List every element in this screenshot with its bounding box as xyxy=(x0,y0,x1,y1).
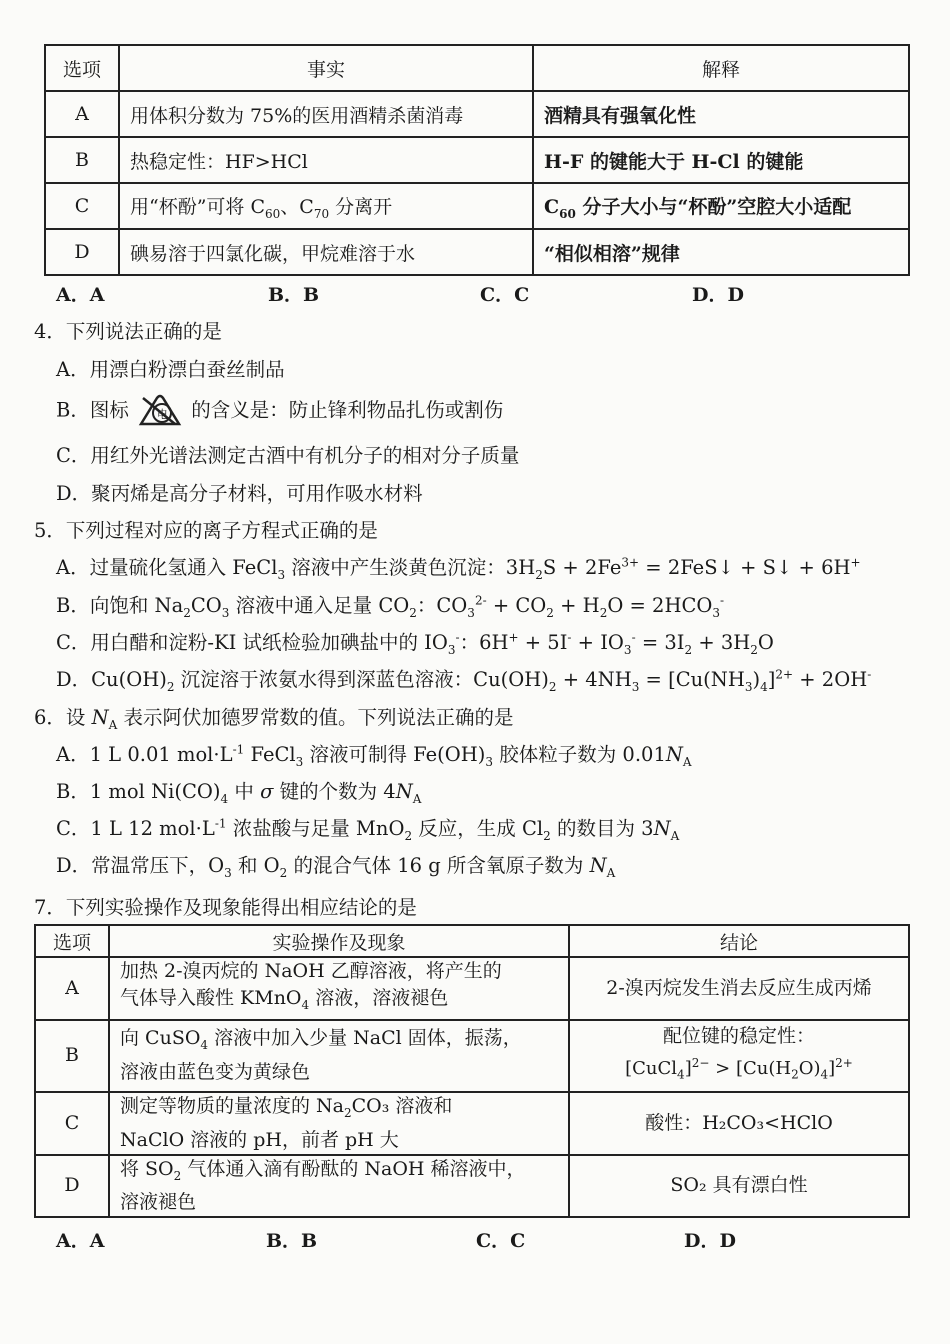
table-row xyxy=(35,957,909,1020)
q6-option-d[interactable]: D．常温常压下，$O_3$ 和 $O_2$ 的混合气体 16 g 所含氧原子数为 $N_A$ xyxy=(56,854,616,880)
q5-option-b[interactable]: B．向饱和 $Na_2CO_3$ 溶液中通入足量 $CO_2$：$CO_3^{2-} + CO_2 + H_2O = 2HCO_3^-$ xyxy=(56,593,725,620)
row-option: A xyxy=(35,957,109,1020)
table-row xyxy=(35,1092,909,1155)
row-conclusion: SO₂ 具有漂白性 xyxy=(569,1155,909,1218)
question3-table xyxy=(44,44,910,276)
q4-option-c[interactable]: C．用红外光谱法测定古酒中有机分子的相对分子质量 xyxy=(56,444,520,467)
question7-stem: 7．下列实验操作及现象能得出相应结论的是 xyxy=(34,896,417,919)
row-fact: 热稳定性：HF>HCl xyxy=(119,137,533,183)
q6-option-b[interactable]: B．1 mol $Ni(CO)_4$ 中 σ 键的个数为 $4N_A$ xyxy=(56,780,422,806)
answer-choice-d[interactable]: D．D xyxy=(692,284,744,306)
q4-option-d[interactable]: D．聚丙烯是高分子材料，可用作吸水材料 xyxy=(56,482,423,505)
question4-stem: 4．下列说法正确的是 xyxy=(34,320,222,343)
row-fact: 用体积分数为 75%的医用酒精杀菌消毒 xyxy=(119,91,533,137)
row-conclusion: 2-溴丙烷发生消去反应生成丙烯 xyxy=(569,957,909,1020)
row-explanation: $C_{60}$ 分子大小与“杯酚”空腔大小适配 xyxy=(533,183,909,229)
row-option: B xyxy=(35,1020,109,1092)
row-explanation: H-F 的键能大于 H-Cl 的键能 xyxy=(533,137,909,183)
row-option: D xyxy=(45,229,119,275)
row-option: D xyxy=(35,1155,109,1218)
row-operation: 将 $SO_2$ 气体通入滴有酚酞的 NaOH 稀溶液中， 溶液褪色 xyxy=(109,1155,569,1218)
row-option: B xyxy=(45,137,119,183)
header-explanation: 解释 xyxy=(533,45,909,91)
header-option: 选项 xyxy=(45,45,119,91)
q7-answer-choice-c[interactable]: C．C xyxy=(476,1230,526,1252)
header-conclusion: 结论 xyxy=(569,925,909,957)
answer-choice-a[interactable]: A．A xyxy=(56,284,105,306)
table-row xyxy=(35,1020,909,1092)
table-header-row xyxy=(35,925,909,957)
q6-option-c[interactable]: C．1 L 12 $mol\cdot L^{-1}$ 浓盐酸与足量 MnO$_2$ 反应，生成 $Cl_2$ 的数目为 $3N_A$ xyxy=(56,816,680,843)
question7-table xyxy=(34,924,910,1218)
table-row xyxy=(45,137,909,183)
q7-answer-choice-d[interactable]: D．D xyxy=(684,1230,736,1252)
row-fact: 碘易溶于四氯化碳，甲烷难溶于水 xyxy=(119,229,533,275)
table-row xyxy=(45,229,909,275)
q4-option-b[interactable]: B．图标 电 的含义是：防止锋利物品扎伤或割伤 xyxy=(56,394,503,428)
row-option: C xyxy=(45,183,119,229)
row-conclusion: 配位键的稳定性： [CuCl$_4$]$^{2-}$ > $[Cu(H_2O)_4]^{2+}$ xyxy=(569,1020,909,1092)
row-conclusion: 酸性：H₂CO₃<HClO xyxy=(569,1092,909,1155)
complex-stability-formula: [CuCl$_4$]$^{2-}$ > $[Cu(H_2O)_4]^{2+}$ xyxy=(625,1056,853,1082)
row-fact: 用“杯酚”可将 $C_{60}$、$C_{70}$ 分离开 xyxy=(119,183,533,229)
header-option: 选项 xyxy=(35,925,109,957)
q6-option-a[interactable]: A．1 L 0.01 $mol\cdot L^{-1}$ FeCl$_3$ 溶液可制得 $Fe(OH)_3$ 胶体粒子数为 $0.01N_A$ xyxy=(56,742,692,769)
row-operation: 测定等物质的量浓度的 $Na_2CO_3$ 溶液和 NaClO 溶液的 pH，前者 pH 大 xyxy=(109,1092,569,1155)
q7-answer-choice-b[interactable]: B．B xyxy=(266,1230,318,1252)
table-header-row xyxy=(45,45,909,91)
header-operation: 实验操作及现象 xyxy=(109,925,569,957)
header-fact: 事实 xyxy=(119,45,533,91)
question5-stem: 5．下列过程对应的离子方程式正确的是 xyxy=(34,519,378,542)
row-explanation: 酒精具有强氧化性 xyxy=(533,91,909,137)
q5-option-a[interactable]: A．过量硫化氢通入 FeCl$_3$ 溶液中产生淡黄色沉淀：$3H_2S + 2Fe^{3+}$ = 2FeS↓ + S↓ + 6H+ xyxy=(56,555,861,582)
q5-option-c[interactable]: C．用白醋和淀粉-KI 试纸检验加碘盐中的 $IO_3^-$：$6H^+ + 5I^- + IO_3^- = 3I_2 + 3H_2O$ xyxy=(56,630,774,657)
row-option: C xyxy=(35,1092,109,1155)
row-operation: 加热 2-溴丙烷的 NaOH 乙醇溶液，将产生的 气体导入酸性 KMnO$_4$ 溶液，溶液褪色 xyxy=(109,957,569,1020)
row-operation: 向 CuSO$_4$ 溶液中加入少量 NaCl 固体，振荡， 溶液由蓝色变为黄绿色 xyxy=(109,1020,569,1092)
sharp-object-warning-icon xyxy=(135,394,185,428)
q7-answer-choice-a[interactable]: A．A xyxy=(56,1230,105,1252)
q5-option-d[interactable]: D．$Cu(OH)_2$ 沉淀溶于浓氨水得到深蓝色溶液：$Cu(OH)_2 + 4NH_3 = [Cu(NH_3)_4]^{2+} + 2OH^-$ xyxy=(56,667,872,694)
question6-stem: 6．设 $N_A$ 表示阿伏加德罗常数的值。下列说法正确的是 xyxy=(34,706,514,732)
table-row xyxy=(35,1155,909,1218)
row-explanation: “相似相溶”规律 xyxy=(533,229,909,275)
answer-choice-b[interactable]: B．B xyxy=(268,284,320,306)
q4-option-a[interactable]: A．用漂白粉漂白蚕丝制品 xyxy=(56,358,285,381)
table-row xyxy=(45,183,909,229)
table-row xyxy=(45,91,909,137)
svg-text:电: 电 xyxy=(157,408,169,421)
row-option: A xyxy=(45,91,119,137)
answer-choice-c[interactable]: C．C xyxy=(480,284,530,306)
